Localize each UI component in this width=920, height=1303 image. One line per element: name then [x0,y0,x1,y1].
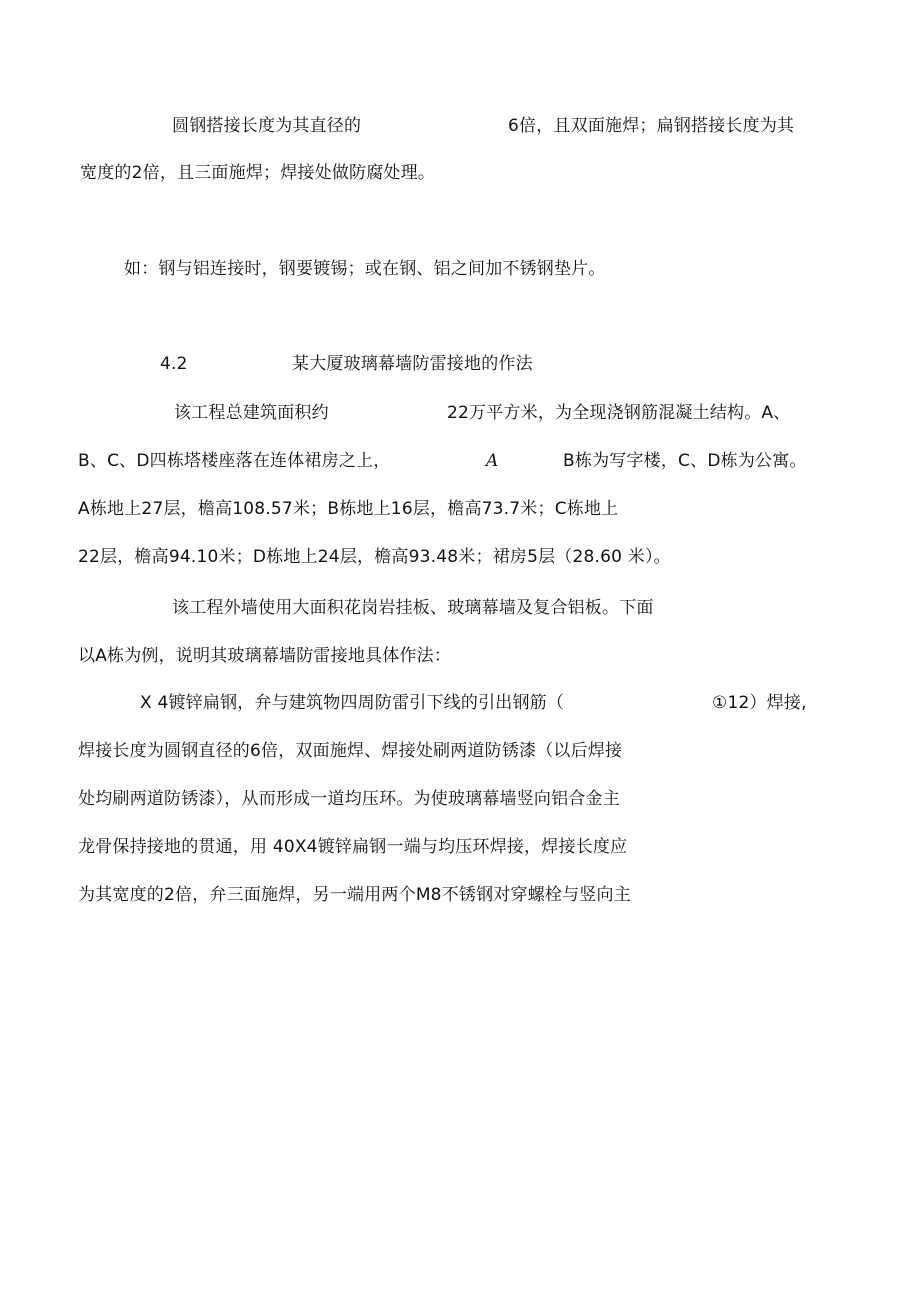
paragraph-5-line-1a: X 4镀锌扁钢，弁与建筑物四周防雷引下线的引出钢筋（ [140,693,565,713]
paragraph-3-line-3: A栋地上27层，檐高108.57米；B栋地上16层，檐高73.7米；C栋地上 [78,499,619,519]
paragraph-2-line-1: 如：钢与铝连接时，钢要镀锡；或在钢、铝之间加不锈钢垫片。 [124,259,606,279]
paragraph-5-line-3: 处均刷两道防锈漆），从而形成一道均压环。为使玻璃幕墙竖向铝合金主 [78,789,620,809]
paragraph-3-line-2a: B、C、D四栋塔楼座落在连体裙房之上， [78,451,391,471]
paragraph-5-line-4: 龙骨保持接地的贯通，用 40X4镀锌扁钢一端与均压环焊接，焊接长度应 [78,837,628,857]
paragraph-4-line-2: 以A栋为例，说明其玻璃幕墙防雷接地具体作法： [78,646,452,666]
paragraph-3-line-1a: 该工程总建筑面积约 [174,403,329,423]
paragraph-5-line-1b: ①12）焊接, [712,693,807,713]
paragraph-1-line-1b: 6倍，且双面施焊；扁钢搭接长度为其 [508,116,795,136]
paragraph-3-line-2c: B栋为写字楼，C、D栋为公寓。 [563,451,807,471]
section-number: 4.2 [160,354,188,374]
paragraph-4-line-1: 该工程外墙使用大面积花岗岩挂板、玻璃幕墙及复合铝板。下面 [172,598,654,618]
paragraph-3-line-2b: A [486,451,499,471]
paragraph-5-line-2: 焊接长度为圆钢直径的6倍，双面施焊、焊接处刷两道防锈漆（以后焊接 [78,741,623,761]
paragraph-1-line-2: 宽度的2倍，且三面施焊；焊接处做防腐处理。 [80,163,436,183]
paragraph-5-line-5: 为其宽度的2倍，弁三面施焊，另一端用两个M8不锈钢对穿螺栓与竖向主 [78,885,631,905]
paragraph-3-line-4: 22层，檐高94.10米；D栋地上24层，檐高93.48米；裙房5层（28.60 米）。 [78,547,671,567]
paragraph-3-line-1b: 22万平方米，为全现浇钢筋混凝土结构。A、 [447,403,791,423]
section-title: 某大厦玻璃幕墙防雷接地的作法 [292,354,533,374]
paragraph-1-line-1a: 圆钢搭接长度为其直径的 [172,116,362,136]
